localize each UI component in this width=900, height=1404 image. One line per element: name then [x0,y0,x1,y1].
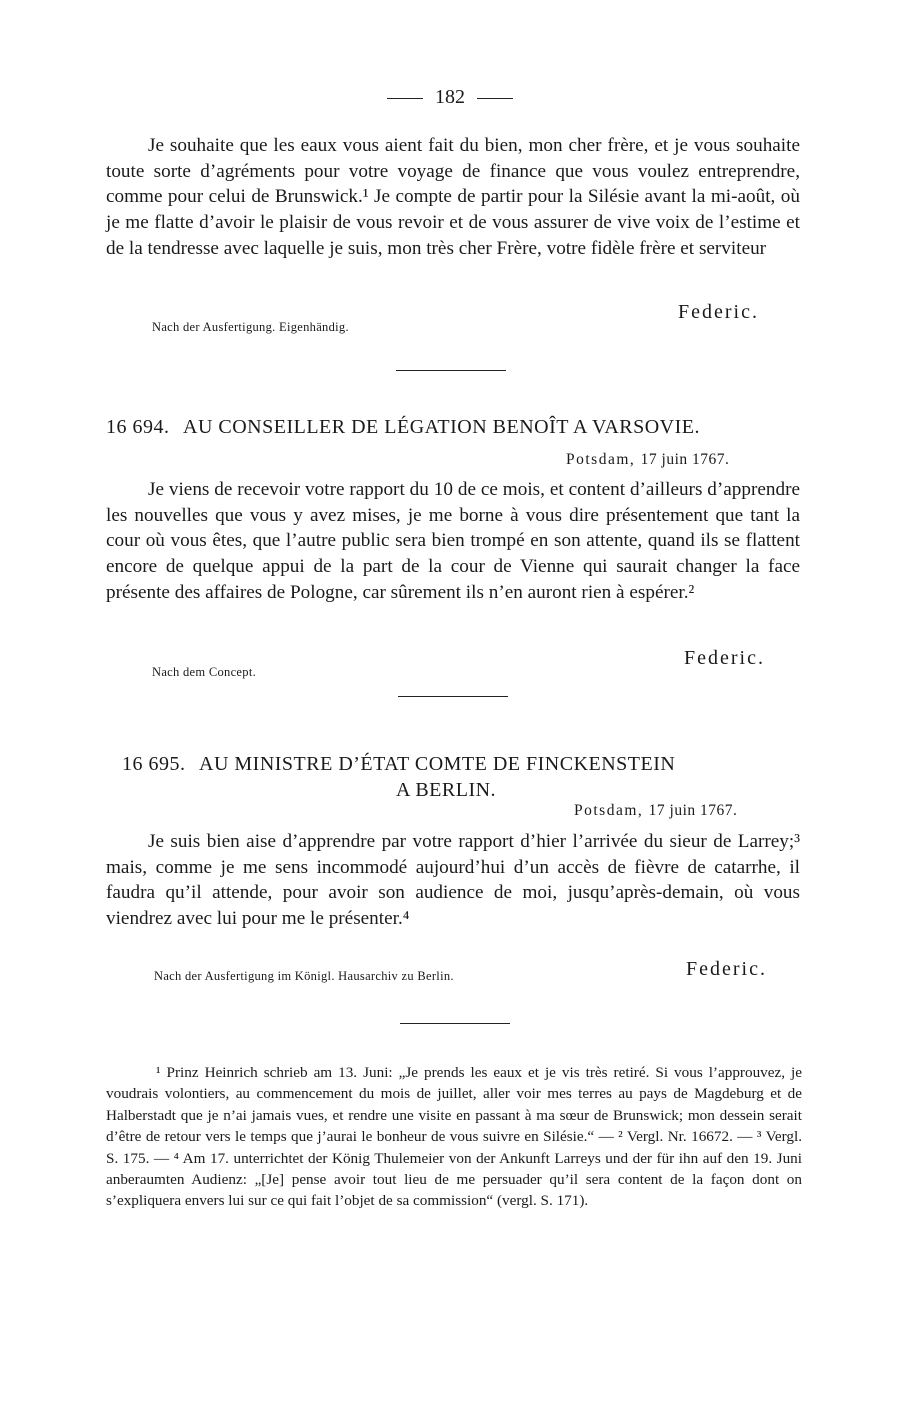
letter-16694-title: AU CONSEILLER DE LÉGATION BENOÎT A VARSOVIE. [183,416,700,438]
letter-16694-number: 16 694. [106,416,170,438]
letter-16694-body: Je viens de recevoir votre rapport du 10 de ce mois, et content d’ailleurs d’apprendre les nouvelles que vous y avez mises, je me borne à vous dire présentement que tant la cour où vous êtes, que l’autre public sera bien trompé en son attente, quand ils se flattent encore de quelque appui de la part de la cour de Vienne qui saurait changer la face présente des affaires de Pologne, car sûrement ils n’en auront rien à espérer.² [106,479,800,603]
letter-16695-title-line1: AU MINISTRE D’ÉTAT COMTE DE FINCKENSTEIN [199,753,676,775]
separator-rule-1 [396,370,506,371]
letter-16695-title-line2: A BERLIN. [396,779,497,801]
letter-16695-signature: Federic. [686,958,767,980]
letter-prev-body: Je souhaite que les eaux vous aient fait du bien, mon cher frère, et je vous souhaite toute sorte d’agréments pour votre voyage de finance que vous voulez entreprendre, comme pour celui de Brunswick.¹ Je compte de partir pour la Silésie avant la mi-août, où je me flatte d’avoir le plaisir de vous revoir et de vous assurer de vive voix de l’estime et de la tendresse avec laquelle je suis, mon très cher Frère, votre fidèle frère et serviteur [106,135,800,259]
letter-16694-place: Potsdam, [566,451,636,468]
separator-rule-3 [400,1023,510,1024]
footnotes: ¹ Prinz Heinrich schrieb am 13. Juni: „Je prends les eaux et je vis très retiré. Si vous l’approuvez, je voudrais volontiers, au commencement du mois de juillet, aller voir mes terres au pays de Magdeburg et de Halberstadt que je n’ai jamais vues, et rendre une visite en passant à ma sœur de Brunswick; mon dessein serait d’être de retour vers le temps que j’aurai le bonheur de vous suivre en Silésie.“ — ² Vergl. Nr. 16672. — ³ Vergl. S. 175. — ⁴ Am 17. unterrichtet der König Thulemeier von der Ankunft Larreys und der für ihn auf den 19. Juni anberaumten Audienz: „[Je] pense avoir tout lieu de me persuader qu’il sera content de la façon dont on s’expliquera envers lui sur ce qui fait l’objet de sa commission“ (vergl. S. 171). [106,1064,802,1210]
letter-16695-number: 16 695. [122,753,186,775]
letter-16695-body: Je suis bien aise d’apprendre par votre rapport d’hier l’arrivée du sieur de Larrey;³ mais, comme je me sens incommodé aujourd’hui d’un accès de fièvre de catarrhe, il faudra qu’il attende, pour avoir son audience de moi, jusqu’après-demain, où vous viendrez avec lui pour me le présenter.⁴ [106,831,800,930]
letter-prev-source: Nach der Ausfertigung. Eigenhändig. [152,320,349,334]
letter-16694-heading [106,416,700,439]
letter-16695-date: 17 juin 1767. [648,802,738,819]
letter-16694-place-date [566,451,729,469]
page-number-header [0,86,900,109]
letter-16695-place: Potsdam, [574,802,644,819]
letter-16694-source: Nach dem Concept. [152,665,257,679]
separator-rule-2 [398,696,508,697]
letter-16694-date: 17 juin 1767. [640,451,730,468]
letter-16694-signature: Federic. [684,647,765,669]
header-dash-right [477,98,513,99]
letter-16695-source: Nach der Ausfertigung im Königl. Hausarchiv zu Berlin. [154,969,454,983]
page-number: 182 [435,86,465,108]
header-dash-left [387,98,423,99]
letter-16695-heading [122,753,675,776]
letter-prev-signature: Federic. [678,301,759,323]
letter-16695-place-date [574,802,737,820]
